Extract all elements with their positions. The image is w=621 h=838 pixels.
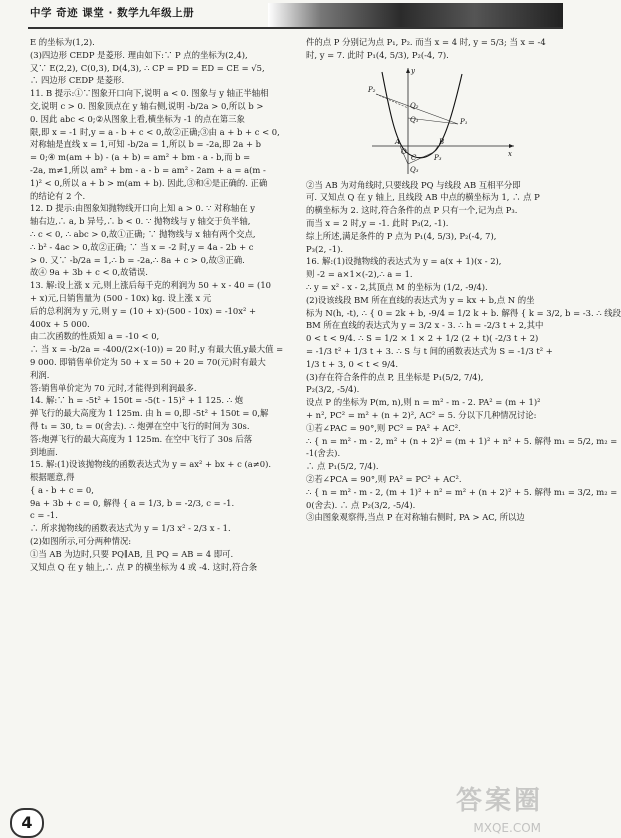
parabola-curve [382, 72, 462, 158]
left-text-line: 答:炮弹飞行的最大高度为 1 125m. 在空中飞行了 30s 后落 [30, 433, 253, 444]
left-text-line: 9 000. 即销售单价定为 50 + x = 50 + 20 = 70(元)时有最大 [30, 356, 266, 367]
left-text-line: 弹飞行的最大高度为 1 125m. 由 h = 0,即 -5t² + 150t = 0,解 [30, 408, 269, 419]
page-header [0, 0, 563, 30]
left-text-line: 11. B 提示:①∵图象开口向下,说明 a < 0. 图象与 y 轴正半轴相 [30, 88, 269, 99]
x-axis-arrow [509, 144, 514, 148]
right-text-line: = -1/3 t² + 1/3 t + 3. ∴ S 与 t 间的函数表达式为 S = -1/3 t² + [306, 345, 553, 356]
left-text-line: ∴ 四边形 CEDP 是菱形. [30, 75, 125, 86]
right-text-line: P₃(2, -1). [306, 243, 344, 254]
right-text-line: BM 所在直线的表达式为 y = 3/2 x - 3. ∴ h = -2/3 t + 2,其中 [306, 320, 544, 331]
label-p1: P₁ [460, 117, 468, 126]
left-text-line: 得 t₁ = 30, t₂ = 0(舍去). ∴ 炮弹在空中飞行的时间为 30s. [30, 420, 250, 431]
right-text-line: 0(舍去). ∴ 点 P₂(3/2, -5/4). [306, 499, 416, 510]
label-a: A [395, 137, 401, 146]
left-text-line: 又∵ E(2,2), C(0,3), D(4,3), ∴ CP = PD = ED = CE = √5, [30, 62, 265, 73]
parabola-graph [368, 64, 518, 176]
left-text-line: 13. 解:设上涨 x 元,则上涨后每千克的利润为 50 + x - 40 = (10 [30, 280, 271, 291]
right-text-line: 标为 N(h, -t), ∴ { 0 = 2k + b, -9/4 = 1/2 k + b. 解得 { k = 3/2, b = -3. ∴ 线段 [306, 307, 621, 318]
right-text-line: P₂(3/2, -5/4). [306, 384, 360, 395]
left-text-line: 后的总利润为 y 元,则 y = (10 + x)·(500 - 10x) = -10x² + [30, 305, 257, 316]
left-text-line: 故④ 9a + 3b + c < 0,故错误. [30, 267, 148, 278]
left-text-line: 到地面. [30, 446, 58, 457]
header-decoration-band [268, 3, 563, 27]
left-text-line: 限,即 x = -1 时,y = a - b + c < 0,故②正确;③由 a + b + c < 0, [30, 126, 280, 137]
right-text-line: ∴ y = x² - x - 2,其顶点 M 的坐标为 (1/2, -9/4). [306, 281, 488, 292]
right-text-line: 则 -2 = a×1×(-2),∴ a = 1. [306, 269, 413, 280]
right-text-line: -1(舍去). [306, 448, 341, 459]
label-p3: P₃ [434, 153, 442, 162]
left-text-line: -2a, m≠1,所以 am² + bm - a - b = am² - 2am + a = a(m - [30, 164, 266, 175]
right-text-line: ③由图象观察得,当点 P 在对称轴右侧时, PA > AC, 所以边 [306, 512, 525, 523]
left-text-line: 交,说明 c > 0. 图象顶点在 y 轴右侧,说明 -b/2a > 0,所以 b > [30, 100, 264, 111]
left-column [30, 36, 284, 573]
right-text-line: 件的点 P 分别记为点 P₁, P₂. 而当 x = 4 时, y = 5/3; 当 x = -4 [306, 37, 546, 47]
right-text-line: ②当 AB 为对角线时,只要线段 PQ 与线段 AB 互相平分即 [306, 179, 521, 190]
right-text-line: 16. 解:(1)设抛物线的表达式为 y = a(x + 1)(x - 2), [306, 256, 502, 267]
left-text-line: 对称轴是直线 x = 1,可知 -b/2a = 1,所以 b = -2a,即 2a + b [30, 139, 262, 150]
right-text-line: ∴ 点 P₁(5/2, 7/4). [306, 461, 379, 472]
left-text-line: E 的坐标为(1,2). [30, 37, 95, 47]
left-text-line: 9a + 3b + c = 0, 解得 { a = 1/3, b = -2/3, c = -1. [30, 497, 235, 508]
label-x: x [508, 149, 512, 158]
left-text-line: 400x + 5 000. [30, 318, 90, 329]
label-q3: Q₃ [410, 165, 419, 174]
right-text-line: ∴ { n = m² - m - 2, (m + 1)² + n² = m² + (n + 2)² + 5. 解得 m₁ = 3/2, m₂ = [306, 486, 618, 497]
right-text-line: 可. 又知点 Q 在 y 轴上, 且线段 AB 中点的横坐标为 1, ∴ 点 P [306, 192, 540, 203]
right-text-line: 而当 x = 2 时,y = -1. 此时 P₃(2, -1). [306, 217, 449, 228]
left-text-line: 14. 解:∵ h = -5t² + 150t = -5(t - 15)² + 1 125. ∴ 炮 [30, 395, 244, 406]
label-origin: O [401, 147, 407, 156]
right-text-line: 设点 P 的坐标为 P(m, n),则 n = m² - m - 2. PA² = (m + 1)² [306, 397, 541, 408]
left-text-line: + x)元,日销售量为 (500 - 10x) kg. 设上涨 x 元 [30, 292, 212, 303]
label-y: y [411, 66, 415, 75]
left-text-line: 又知点 Q 在 y 轴上,∴ 点 P 的横坐标为 4 或 -4. 这时,符合条 [30, 561, 258, 572]
left-text-line: 15. 解:(1)设该抛物线的函数表达式为 y = ax² + bx + c (a≠0). [30, 459, 272, 470]
left-text-line: (2)如图所示,可分两种情况: [30, 536, 132, 547]
header-title: 中学 奇迹 课堂 · 数学九年级上册 [30, 7, 195, 19]
left-text-line: 的结论有 2 个. [30, 190, 86, 201]
right-text-line: 0 < t < 9/4. ∴ S = 1/2 × 1 × 2 + 1/2 (2 + t)( -2/3 t + 2) [306, 333, 539, 344]
left-text-line: 答:销售单价定为 70 元时,才能得到利润最多. [30, 382, 197, 393]
label-b: B [439, 137, 445, 146]
left-text-line: 12. D 提示:由图象知抛物线开口向上知 a > 0. ∵ 对称轴在 y [30, 203, 255, 214]
parabola-figure [368, 64, 518, 176]
right-text-line: + n², PC² = m² + (n + 2)², AC² = 5. 分以下几种情况讨论: [306, 409, 537, 420]
left-text-line: 0. 因此 abc < 0;②从图象上看,横坐标为 -1 的点在第三象 [30, 113, 245, 124]
right-text-line: ∴ { n = m² - m - 2, m² + (n + 2)² = (m + 1)² + n² + 5. 解得 m₁ = 5/2, m₂ = [306, 435, 618, 446]
label-c: C [411, 153, 417, 162]
left-text-line: 由二次函数的性质知 a = -10 < 0, [30, 331, 160, 342]
y-axis-arrow [406, 68, 410, 73]
page-number: 4 [10, 808, 44, 838]
label-q1: Q₁ [410, 115, 419, 124]
left-text-line: (3)四边形 CEDP 是菱形. 理由如下:∵ P 点的坐标为(2,4), [30, 49, 248, 60]
watermark-url: MXQE.COM [473, 821, 541, 835]
left-text-line: c = -1. [30, 510, 58, 521]
segment-p2-q [376, 94, 408, 108]
left-text-line: ∴ c < 0, ∴ abc > 0,故①正确; ∵ 抛物线与 x 轴有两个交点, [30, 228, 256, 239]
left-text-line: ①当 AB 为边时,只要 PQ∥AB, 且 PQ = AB = 4 即可. [30, 548, 234, 559]
left-text-line: ∴ 当 x = -b/2a = -400/(2×(-10)) = 20 时,y 有最大值,y最大值 = [30, 344, 284, 355]
right-text-line: 时, y = 7. 此时 P₁(4, 5/3), P₂(-4, 7). [306, 49, 449, 60]
right-text-line: (3)存在符合条件的点 P, 且坐标是 P₁(5/2, 7/4), [306, 371, 484, 382]
right-text-line: ②若∠PCA = 90°,则 PA² = PC² + AC². [306, 473, 462, 484]
right-text-line: ①若∠PAC = 90°,则 PC² = PA² + AC². [306, 422, 461, 433]
left-text-line: ∴ 所求抛物线的函数表达式为 y = 1/3 x² - 2/3 x - 1. [30, 523, 231, 534]
header-rule [28, 27, 563, 29]
right-text-line: 1/3 t + 3, 0 < t < 9/4. [306, 358, 399, 369]
right-column [306, 36, 621, 524]
left-text-line: 轴右边,∴ a, b 异号,∴ b < 0. ∵ 抛物线与 y 轴交于负半轴, [30, 216, 251, 227]
left-text-line: 利润. [30, 369, 50, 380]
right-text-line: (2)设该线段 BM 所在直线的表达式为 y = kx + b,点 N 的坐 [306, 294, 535, 305]
left-text-line: { a - b + c = 0, [30, 484, 94, 495]
right-text-line: 综上所述,满足条件的 P 点为 P₁(4, 5/3), P₂(-4, 7), [306, 230, 497, 241]
label-p2: P₂ [368, 85, 376, 94]
label-q2: Q₂ [410, 101, 419, 110]
left-text-line: = 0;④ m(am + b) - (a + b) = am² + bm - a - b,而 b = [30, 152, 251, 163]
left-text-line: > 0. 又∵ -b/2a = 1,∴ b = -2a,∴ 8a + c > 0,故③正确. [30, 254, 245, 265]
left-text-line: 根据题意,得 [30, 472, 75, 483]
right-text-line: 的横坐标为 2. 这时,符合条件的点 P 只有一个,记为点 P₃. [306, 205, 518, 216]
left-text-line: 1)² < 0,所以 a + b > m(am + b). 因此,③和④是正确的. 正确 [30, 177, 268, 188]
left-text-line: ∴ b² - 4ac > 0,故②正确; ∵ 当 x = -2 时,y = 4a - 2b + c [30, 241, 254, 252]
watermark-logo: 答案圈 [455, 786, 543, 816]
